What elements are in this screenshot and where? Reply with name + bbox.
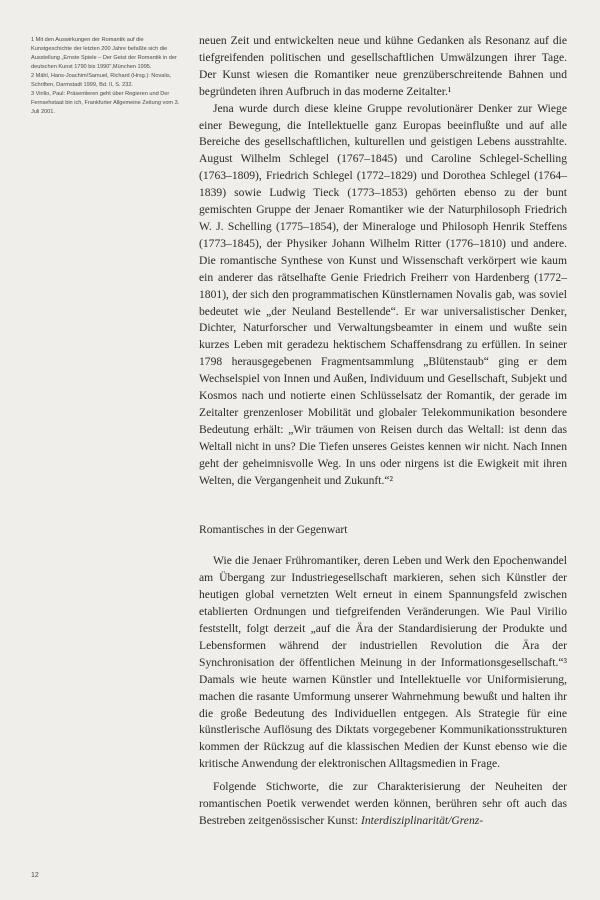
paragraph-4-italic: Interdisziplinarität/Grenz-: [360, 813, 484, 827]
footnote-2: 2 Mähl, Hans-Joachim/Samuel, Richard (Hrsg.): Novalis, Schriften, Darmstadt 1999, Bd. II, S. 232.: [31, 73, 172, 88]
paragraph-1: neuen Zeit und entwickelten neue und kühne Gedanken als Resonanz auf die tiefgreifenden politischen und gesellschaftlichen Umwälzungen ihrer Tage. Der Kunst wiesen die Romantiker neue grenzüberschreitende Bahnen und begründeten ihren Aufbruch in das moderne Zeitalter.¹: [199, 34, 567, 98]
main-text-column: [199, 33, 567, 830]
paragraph-4-text: Folgende Stichworte, die zur Charakterisierung der Neuheiten der romantischen Poetik verwendet werden können, berühren sehr oft auch das Bestreben zeitgenössischer Kunst:: [199, 780, 567, 827]
page-number: 12: [31, 872, 39, 879]
paragraph-2: Jena wurde durch diese kleine Gruppe revolutionärer Denker zur Wiege einer Bewegung, die Intellektuelle ganz Europas beeinflußte und auf alle Bereiche des gesellschaftlichen, kulturellen und geistigen Lebens ausstrahlte. August Wilhelm Schlegel (1767–1845) und Caroline Schlegel-Schelling (1763–1809), Friedrich Schlegel (1772–1829) und Dorothea Schlegel (1764–1839) sowie Ludwig Tieck (1773–1853) gehörten ebenso zu der bunt gemischten Gruppe der Jenaer Romantiker wie der Naturphilosoph Friedrich W. J. Schelling (1775–1854), der Mineraloge und Philosoph Henrik Steffens (1773–1845), der Physiker Johann Wilhelm Ritter (1776–1810) und andere. Die romantische Synthese von Kunst und Wissenschaft verkörpert wie kaum ein anderer das rätselhafte Genie Friedrich Freiherr von Hardenberg (1772–1801), der sich den programmatischen Künstlernamen Novalis gab, was soviel bedeutet wie „der Neuland Bestellende“. Er war universalistischer Denker, Dichter, Naturforscher und Verwaltungsbeamter in einem und wußte sein kurzes Leben mit geradezu hektischem Schaffensdrang zu erfüllen. In seiner 1798 herausgegebenen Fragmentsammlung „Blütenstaub“ ging er dem Wechselspiel von Innen und Außen, Individuum und Gesellschaft, Subjekt und Kosmos nach und notierte einen Schlüsselsatz der Romantik, der gerade im Zeitalter grenzenloser Mobilität und globaler Telekommunikation besondere Bedeutung erhält: „Wir träumen von Reisen durch das Weltall: ist denn das Weltall nicht in uns? Die Tiefen unseres Geistes kennen wir nicht. Nach Innen geht der geheimnisvolle Weg. In uns oder nirgens ist die Ewigkeit mit ihren Welten, die Vergangenheit und Zukunft.“²: [199, 101, 567, 487]
paragraph-3: Wie die Jenaer Frühromantiker, deren Leben und Werk den Epochenwandel am Übergang zur Industriegesellschaft markieren, sehen sich Künstler der heutigen global vernetzten Welt erneut in einem Spannungsfeld zwischen etablierten Ordnungen und tiefgreifenden Veränderungen. Wie Paul Virilio feststellt, folgt derzeit „auf die Ära der Standardisierung der Produkte und Lebensformen während der industriellen Revolution die Ära der Synchronisation der öffentlichen Meinung in der Informationsgesellschaft.“³ Damals wie heute warnen Künstler und Intellektuelle vor Uniformisierung, machen die rasante Umformung unserer Wahrnehmung bewußt und halten ihr die große Bedeutung des Individuellen entgegen. Als Strategie für eine künstlerische Auflösung des Diktats vorgegebener Kommunikationsstrukturen kommen der Rückzug auf die klassischen Medien der Kunst ebenso wie die kritische Anwendung der elektronischen Alltagsmedien in Frage.: [199, 554, 567, 771]
footnotes: [31, 36, 181, 117]
section-heading: Romantisches in der Gegenwart: [199, 523, 348, 537]
footnote-1: 1 Mit den Auswirkungen der Romantik auf die Kunstgeschichte der letzten 200 Jahre befaßte sich die Ausstellung „Ernste Spiele – Der Geist der Romantik in der deutschen Kunst 1790 bis 1990",München 1995.: [31, 37, 177, 70]
footnote-3: 3 Virilio, Paul: Präsentieren geht über Regieren und Der Fernsehstaat bin ich, Frankfurter Allgemeine Zeitung vom 3. Juli 2001.: [31, 91, 180, 115]
paragraph-4: [199, 779, 567, 830]
